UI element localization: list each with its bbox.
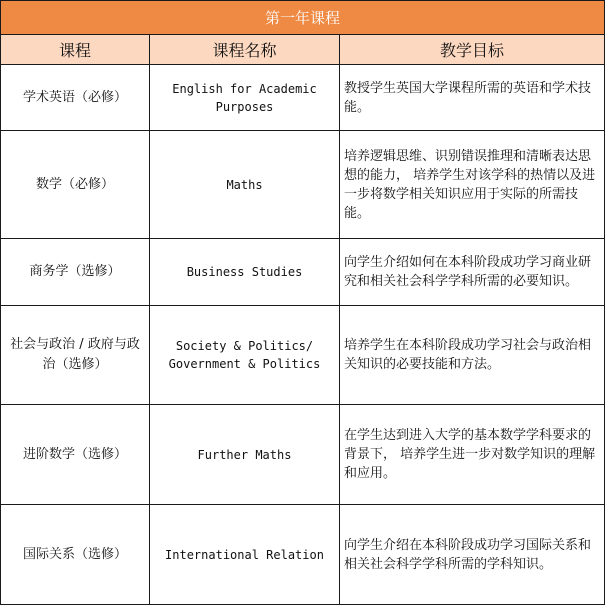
title-row [1,1,605,35]
teaching-goal-cell: 在学生达到进入大学的基本数学学科要求的背景下， 培养学生进一步对数学知识的理解和应用。 [340,405,605,505]
header-course-name: 课程名称 [150,35,340,65]
table-row [1,239,605,306]
course-name-cell: International Relation [150,505,340,605]
course-cell: 数学（必修） [1,131,150,239]
course-name-cell: Society & Politics/ Government & Politics [150,306,340,405]
course-name-cell: English for Academic Purposes [150,65,340,131]
course-name-cell: Maths [150,131,340,239]
header-row [1,35,605,65]
course-cell: 学术英语（必修） [1,65,150,131]
course-cell: 国际关系（选修） [1,505,150,605]
teaching-goal-cell: 培养逻辑思维、识别错误推理和清晰表达思想的能力， 培养学生对该学科的热情以及进一步将数学相关知识应用于实际的所需技能。 [340,131,605,239]
teaching-goal-cell: 培养学生在本科阶段成功学习社会与政治相关知识的必要技能和方法。 [340,306,605,405]
teaching-goal-cell: 向学生介绍如何在本科阶段成功学习商业研究和相关社会科学学科所需的必要知识。 [340,239,605,306]
teaching-goal-cell: 教授学生英国大学课程所需的英语和学术技能。 [340,65,605,131]
table-row [1,65,605,131]
table-row [1,405,605,505]
course-cell: 社会与政治 / 政府与政治（选修） [1,306,150,405]
course-cell: 进阶数学（选修） [1,405,150,505]
table-row [1,306,605,405]
table-row [1,131,605,239]
course-name-cell: Further Maths [150,405,340,505]
course-name-cell: Business Studies [150,239,340,306]
header-teaching-goal: 教学目标 [340,35,605,65]
table-row [1,505,605,605]
course-cell: 商务学（选修） [1,239,150,306]
table-title: 第一年课程 [1,1,605,35]
header-course: 课程 [1,35,150,65]
teaching-goal-cell: 向学生介绍在本科阶段成功学习国际关系和相关社会科学学科所需的学科知识。 [340,505,605,605]
